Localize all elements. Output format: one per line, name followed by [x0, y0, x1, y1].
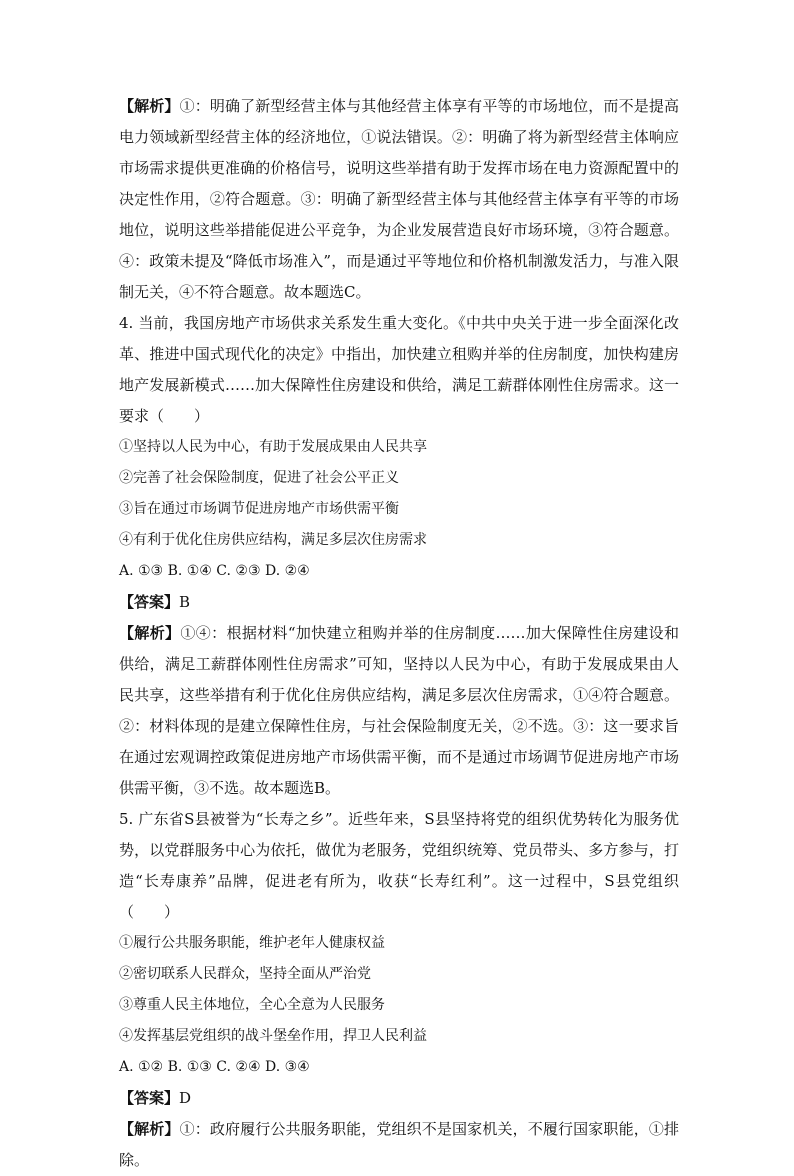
- analysis-text: ①：政府履行公共服务职能，党组织不是国家机关，不履行国家职能，①排除。: [119, 1120, 679, 1169]
- question-4-stem: 4. 当前，我国房地产市场供求关系发生重大变化。《中共中央关于进一步全面深化改革、推进中国式现代化的决定》中指出，加快建立租购并举的住房制度，加快构建房地产发展新模式……加大保障性住房建设和供给，满足工薪群体刚性住房需求。这一要求（ ）: [119, 314, 679, 425]
- question-4-choices: A. ①③ B. ①④ C. ②③ D. ②④: [119, 563, 310, 579]
- question-5-stem: 5. 广东省S县被誉为“长寿之乡”。近些年来，S县坚持将党的组织优势转化为服务优势，以党群服务中心为依托，做优为老服务，党组织统筹、党员带头、多方参与，打造“长寿康养”品牌，促进老有所为，收获“长寿红利”。这一过程中，S县党组织（ ）: [119, 810, 679, 921]
- question-4-answer: [119, 587, 679, 618]
- analysis-tag: 【解析】: [119, 624, 181, 642]
- analysis-paragraph-q3: [119, 91, 679, 308]
- question-5-option-2: ②密切联系人民群众，坚持全面从严治党: [119, 966, 371, 982]
- question-4-option-3: ③旨在通过市场调节促进房地产市场供需平衡: [119, 501, 399, 517]
- question-4-option-1: ①坚持以人民为中心，有助于发展成果由人民共享: [119, 439, 427, 455]
- answer-value: D: [179, 1089, 192, 1107]
- question-4-option-4: ④有利于优化住房供应结构，满足多层次住房需求: [119, 532, 427, 548]
- question-5-choices: A. ①② B. ①③ C. ②④ D. ③④: [119, 1059, 310, 1075]
- question-5-option-1: ①履行公共服务职能，维护老年人健康权益: [119, 935, 385, 951]
- question-5-answer: [119, 1083, 679, 1114]
- answer-tag: 【答案】: [119, 593, 180, 611]
- question-5-analysis: [119, 1114, 679, 1176]
- question-5-option-4: ④发挥基层党组织的战斗堡垒作用，捍卫人民利益: [119, 1028, 427, 1044]
- analysis-tag: 【解析】: [119, 1120, 180, 1138]
- analysis-text: ①④：根据材料“加快建立租购并举的住房制度……加大保障性住房建设和供给，满足工薪群体刚性住房需求”可知，坚持以人民为中心，有助于发展成果由人民共享，这些举措有利于优化住房供应结构，满足多层次住房需求，①④符合题意。②：材料体现的是建立保障性住房，与社会保险制度无关，②不选。③：这一要求旨在通过宏观调控政策促进房地产市场供需平衡，而不是通过市场调节促进房地产市场供需平衡，③不选。故本题选B。: [119, 624, 679, 797]
- analysis-text: ①：明确了新型经营主体与其他经营主体享有平等的市场地位，而不是提高电力领域新型经营主体的经济地位，①说法错误。②：明确了将为新型经营主体响应市场需求提供更准确的价格信号，说明这些举措有助于发挥市场在电力资源配置中的决定性作用，②符合题意。③：明确了新型经营主体与其他经营主体享有平等的市场地位，说明这些举措能促进公平竞争，为企业发展营造良好市场环境，③符合题意。④：政策未提及“降低市场准入”，而是通过平等地位和价格机制激发活力，与准入限制无关，④不符合题意。故本题选C。: [119, 97, 679, 301]
- answer-value: B: [179, 593, 191, 611]
- document-content: [119, 91, 679, 1176]
- question-5-option-3: ③尊重人民主体地位，全心全意为人民服务: [119, 997, 385, 1013]
- question-4-analysis: [119, 618, 679, 804]
- answer-tag: 【答案】: [119, 1089, 180, 1107]
- question-4-option-2: ②完善了社会保险制度，促进了社会公平正义: [119, 470, 399, 486]
- analysis-tag: 【解析】: [119, 97, 180, 115]
